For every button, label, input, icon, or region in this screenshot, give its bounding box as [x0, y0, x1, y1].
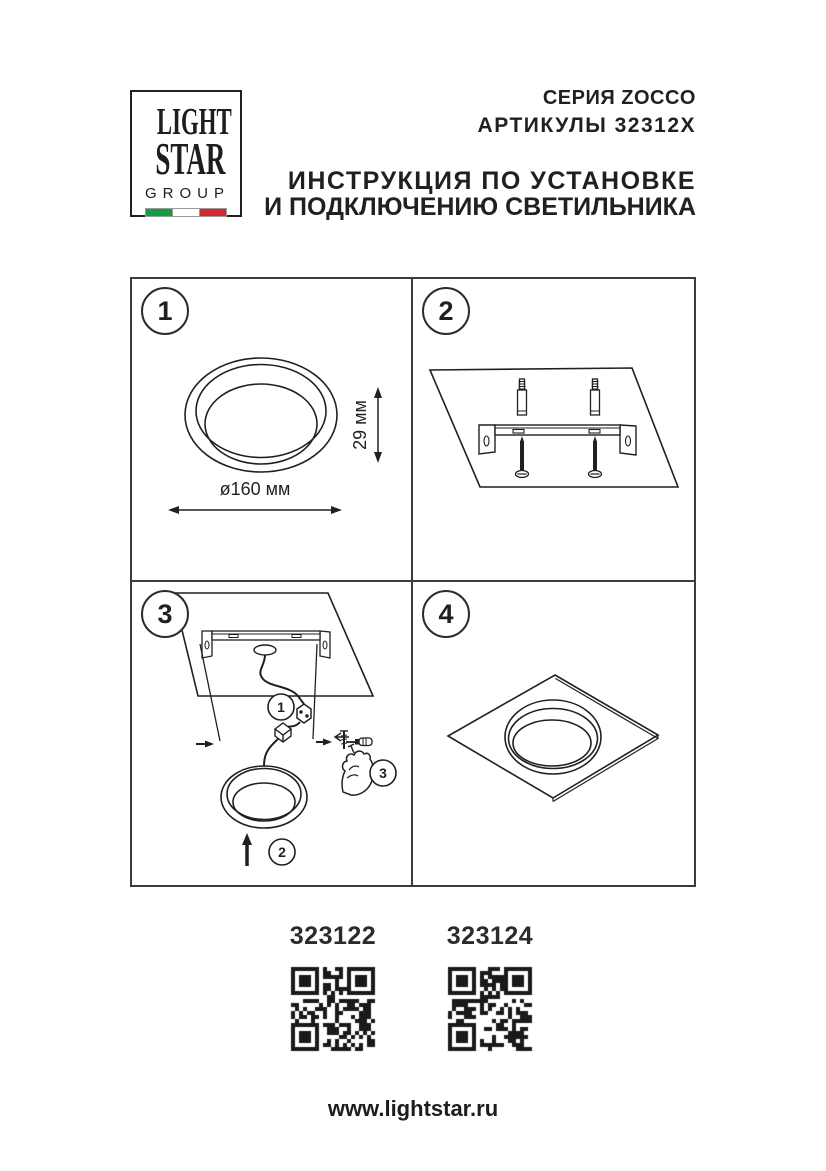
dowel-left — [518, 379, 527, 415]
diameter-dimension — [168, 479, 342, 514]
step-number-badge-1: 1 — [141, 287, 189, 335]
lift-arrow-up — [242, 833, 252, 866]
product-variant-1 — [281, 922, 385, 1055]
product-code-1: 323122 — [289, 922, 377, 950]
flag-green-segment — [146, 209, 172, 216]
mounting-bracket — [479, 425, 636, 455]
logo-word-star: STAR — [155, 134, 226, 184]
product-variant-2 — [438, 922, 542, 1055]
projection-lines — [200, 644, 317, 741]
lamp-drawing — [221, 766, 307, 828]
website-url: www.lightstar.ru — [327, 1096, 499, 1121]
instruction-step-1 — [132, 279, 413, 582]
page-title — [264, 168, 696, 220]
logo-word-group: GROUP — [144, 185, 230, 202]
insert-arrow-left — [196, 741, 214, 748]
insert-arrow-right — [316, 739, 332, 746]
instruction-step-2 — [413, 279, 694, 582]
flag-red-segment — [200, 209, 226, 216]
step-number-badge-3: 3 — [141, 590, 189, 638]
callout-badge-3 — [370, 760, 396, 786]
hand-holding-screw — [342, 744, 373, 795]
article-numbers: АРТИКУЛЫ 32312Х — [477, 114, 696, 137]
product-header — [478, 85, 696, 139]
instruction-grid — [130, 277, 696, 887]
series-name: СЕРИЯ ZOCCO — [542, 87, 696, 109]
step-number-badge-2: 2 — [422, 287, 470, 335]
screw-right — [589, 436, 602, 478]
italian-flag-bar — [145, 208, 227, 217]
screw-and-screwdriver — [335, 731, 372, 749]
instruction-step-3 — [132, 582, 413, 885]
height-dimension — [350, 387, 382, 463]
ceiling-cable-hole — [254, 645, 276, 655]
qr-code-1 — [287, 963, 379, 1055]
lamp-drawing — [505, 700, 601, 774]
lightstar-logo — [130, 90, 242, 217]
qr-code-2 — [444, 963, 536, 1055]
height-dimension-label: 29 мм — [350, 400, 370, 450]
dowel-right — [591, 379, 600, 415]
callout-badge-1 — [268, 694, 294, 720]
flag-white-segment — [172, 209, 200, 216]
svg-text:1: 1 — [277, 699, 285, 715]
title-line-1: ИНСТРУКЦИЯ ПО УСТАНОВКЕ — [287, 167, 696, 195]
product-code-2: 323124 — [446, 922, 534, 950]
step-number-badge-4: 4 — [422, 590, 470, 638]
callout-badge-2 — [269, 839, 295, 865]
logo-word-light: LIGHT — [156, 101, 232, 143]
lamp-drawing — [185, 358, 337, 472]
diameter-dimension-label: ø160 мм — [219, 479, 291, 499]
terminal-connector — [297, 704, 311, 723]
screw-left — [516, 436, 529, 478]
svg-text:2: 2 — [278, 844, 286, 860]
svg-text:3: 3 — [379, 765, 387, 781]
instruction-step-4 — [413, 582, 694, 885]
title-line-2: И ПОДКЛЮЧЕНИЮ СВЕТИЛЬНИКА — [264, 193, 696, 221]
